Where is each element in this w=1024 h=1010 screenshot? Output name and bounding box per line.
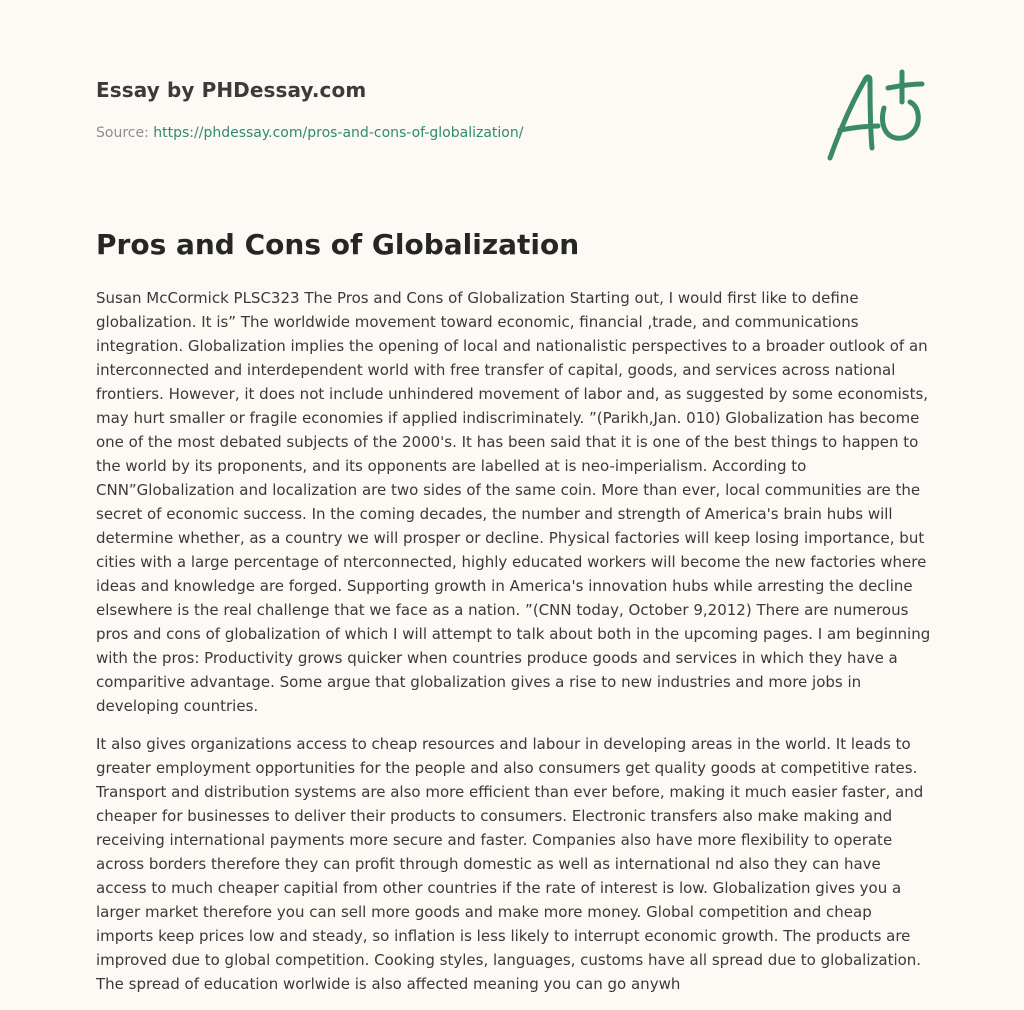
header <box>96 76 796 143</box>
essay-paragraph: It also gives organizations access to cheap resources and labour in developing areas in the world. It leads to greater employment opportunities for the people and also consumers get quality goods at competitive rates. Transport and distribution systems are also more efficient than ever before, making it much easier faster, and cheaper for businesses to deliver their products to consumers. Electronic transfers also make making and receiving international payments more secure and faster. Companies also have more flexibility to operate across borders therefore they can profit through domestic as well as international nd also they can have access to much cheaper capitial from other countries if the rate of interest is low. Globalization gives you a larger market therefore you can sell more goods and make more money. Global competition and cheap imports keep prices low and steady, so inflation is less likely to interrupt economic growth. The products are improved due to global competition. Cooking styles, languages, customs have all spread due to globalization. The spread of education worlwide is also affected meaning you can go anywh <box>96 735 924 993</box>
essay-title: Pros and Cons of Globalization <box>96 228 580 261</box>
source-line <box>96 123 796 143</box>
essay-body <box>96 286 932 1010</box>
brand-title: Essay by PHDessay.com <box>96 78 367 102</box>
source-link[interactable]: https://phdessay.com/pros-and-cons-of-globalization/ <box>153 125 524 141</box>
source-label: Source: <box>96 125 154 141</box>
essay-paragraph: Susan McCormick PLSC323 The Pros and Cons of Globalization Starting out, I would first like to define globalization. It is” The worldwide movement toward economic, financial ,trade, and communications integration. Globalization implies the opening of local and nationalistic perspectives to a broader outlook of an interconnected and interdependent world with free transfer of capital, goods, and services across national frontiers. However, it does not include unhindered movement of labor and, as suggested by some economists, may hurt smaller or fragile economies if applied indiscriminately. ”(Parikh,Jan. 010) Globalization has become one of the most debated subjects of the 2000's. It has been said that it is one of the best things to happen to the world by its proponents, and its opponents are labelled at is neo-imperialism. According to CNN”Globalization and localization are two sides of the same coin. More than ever, local communities are the secret of economic success. In the coming decades, the number and strength of America's brain hubs will determine whether, as a country we will prosper or decline. Physical factories will keep losing importance, but cities with a large percentage of nterconnected, highly educated workers will become the new factories where ideas and knowledge are forged. Supporting growth in America's innovation hubs while arresting the decline elsewhere is the real challenge that we face as a nation. ”(CNN today, October 9,2012) There are numerous pros and cons of globalization of which I will attempt to talk about both in the upcoming pages. I am beginning with the pros: Productivity grows quicker when countries produce goods and services in which they have a comparitive advantage. Some argue that globalization gives a rise to new industries and more jobs in developing countries. <box>96 289 931 715</box>
a-plus-logo-icon <box>822 68 930 164</box>
